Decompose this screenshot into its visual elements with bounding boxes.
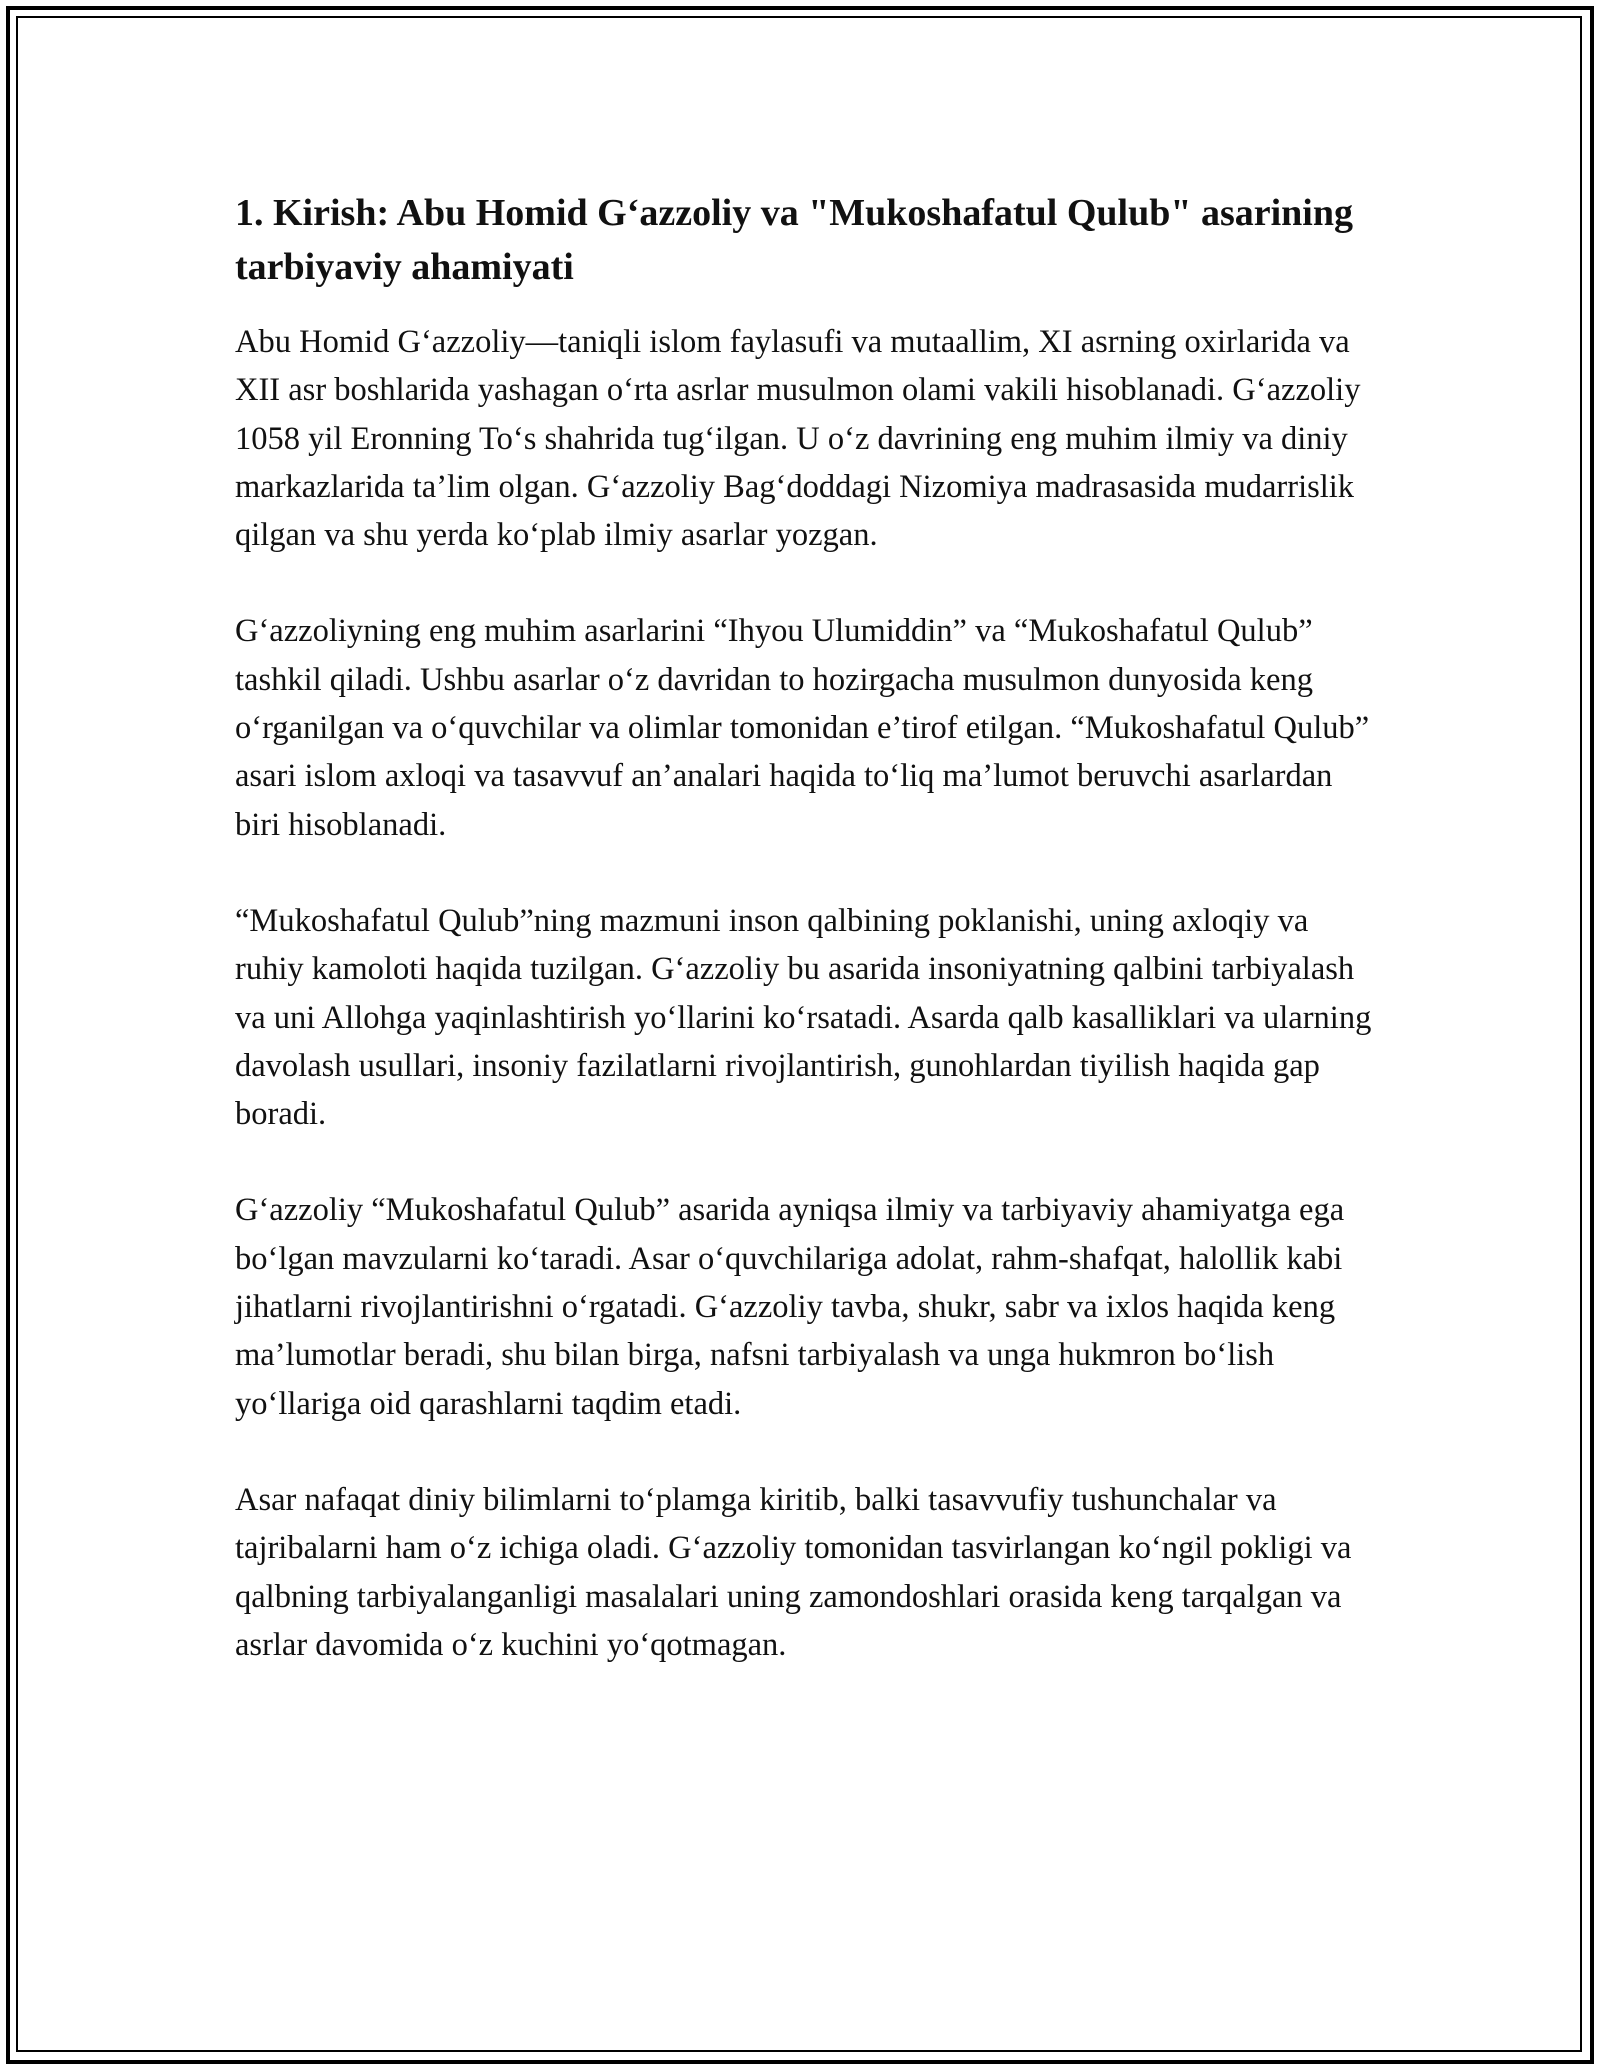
paragraph-legacy: Asar nafaqat diniy bilimlarni to‘plamga kiritib, balki tasavvufiy tushunchalar va tajribalarni ham o‘z ichiga oladi. G‘azzoliy tomonidan tasvirlangan ko‘ngil pokligi va qalbning tarbiyalanganligi masalalari uning zamondoshlari orasida keng tarqalgan va asrlar davomida o‘z kuchini yo‘qotmagan. <box>235 1481 1352 1663</box>
document-body <box>235 186 1375 1669</box>
paragraph-main-works: G‘azzoliyning eng muhim asarlarini “Ihyou Ulumiddin” va “Mukoshafatul Qulub” tashkil qiladi. Ushbu asarlar o‘z davridan to hozirgacha musulmon dunyosida keng o‘rganilgan va o‘quvchilar va olimlar tomonidan e’tirof etilgan. “Mukoshafatul Qulub” asari islom axloqi va tasavvuf an’analari haqida to‘liq ma’lumot beruvchi asarlardan biri hisoblanadi. <box>235 613 1370 843</box>
paragraph-biography: Abu Homid G‘azzoliy—taniqli islom faylasufi va mutaallim, XI asrning oxirlarida va XII asr boshlarida yashagan o‘rta asrlar musulmon olami vakili hisoblanadi. G‘azzoliy 1058 yil Eronning To‘s shahrida tug‘ilgan. U o‘z davrining eng muhim ilmiy va diniy markazlarida ta’lim olgan. G‘azzoliy Bag‘doddagi Nizomiya madrasasida mudarrislik qilgan va shu yerda ko‘plab ilmiy asarlar yozgan. <box>235 324 1361 554</box>
section-heading: 1. Kirish: Abu Homid G‘azzoliy va "Mukoshafatul Qulub" asarining tarbiyaviy ahamiyati <box>235 192 1353 288</box>
paragraph-themes: G‘azzoliy “Mukoshafatul Qulub” asarida ayniqsa ilmiy va tarbiyaviy ahamiyatga ega bo‘lgan mavzularni ko‘taradi. Asar o‘quvchilariga adolat, rahm-shafqat, halollik kabi jihatlarni rivojlantirishni o‘rgatadi. G‘azzoliy tavba, shukr, sabr va ixlos haqida keng ma’lumotlar beradi, shu bilan birga, nafsni tarbiyalash va unga hukmron bo‘lish yo‘llariga oid qarashlarni taqdim etadi. <box>235 1192 1345 1422</box>
paragraph-content: “Mukoshafatul Qulub”ning mazmuni inson qalbining poklanishi, uning axloqiy va ruhiy kamoloti haqida tuzilgan. G‘azzoliy bu asarida insoniyatning qalbini tarbiyalash va uni Allohga yaqinlashtirish yo‘llarini ko‘rsatadi. Asarda qalb kasalliklari va ularning davolash usullari, insoniy fazilatlarni rivojlantirish, gunohlardan tiyilish haqida gap boradi. <box>235 902 1372 1133</box>
